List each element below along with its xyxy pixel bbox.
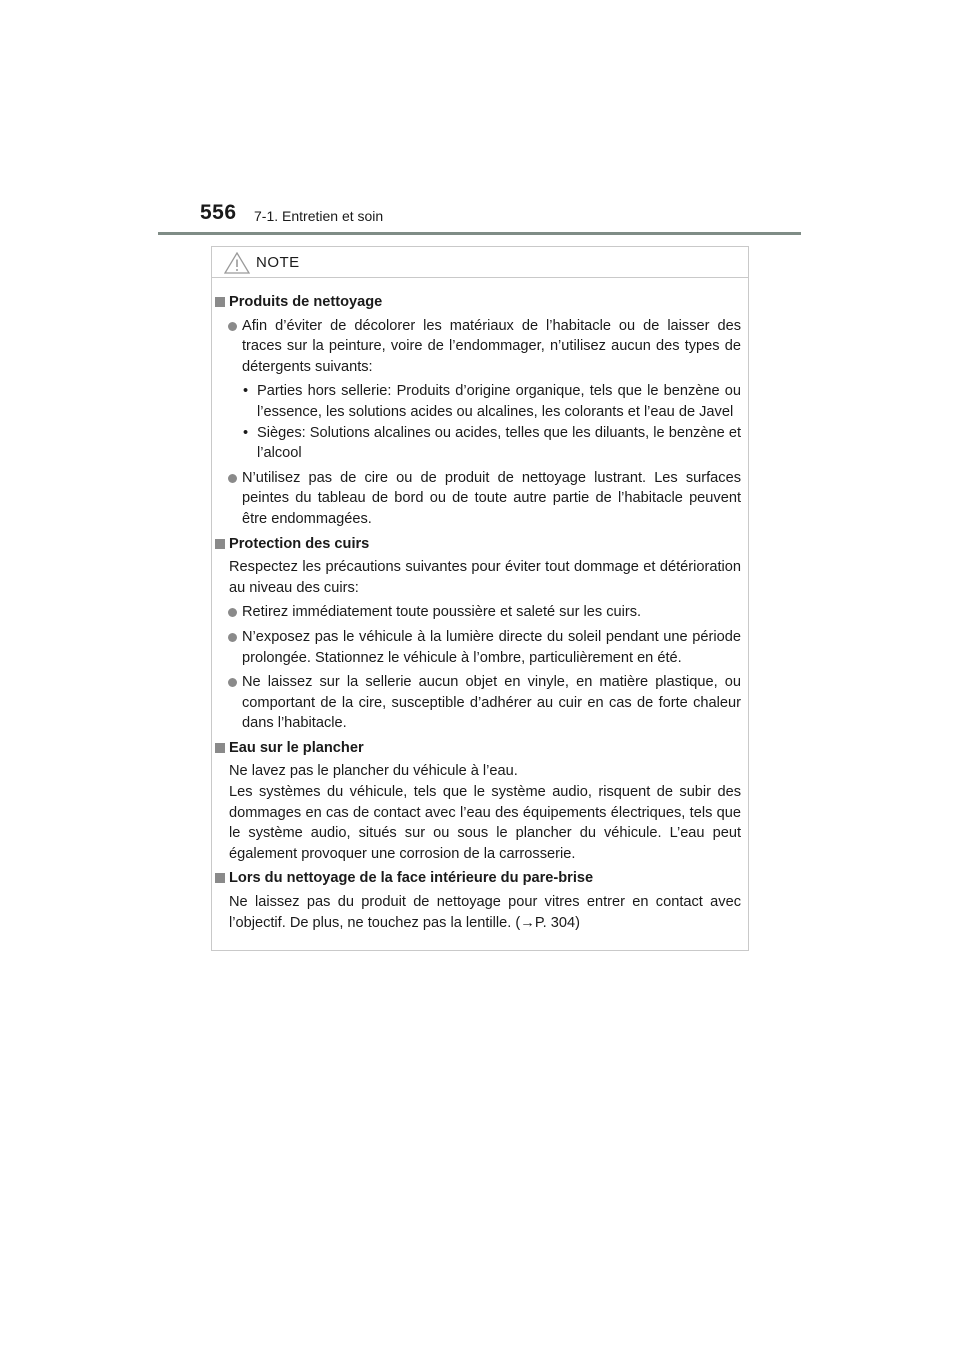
circle-bullet-icon bbox=[228, 633, 237, 642]
note-box bbox=[211, 246, 749, 951]
square-bullet-icon bbox=[215, 539, 225, 549]
section-heading: Protection des cuirs bbox=[212, 534, 748, 555]
paragraph: Ne lavez pas le plancher du véhicule à l’eau. bbox=[229, 763, 518, 780]
square-bullet-icon bbox=[215, 873, 225, 883]
sub-list-item: • Sièges: Solutions alcalines ou acides, telles que les diluants, le benzène et l’alcool bbox=[243, 424, 741, 462]
list-item: Retirez immédiatement toute poussière et saleté sur les cuirs. bbox=[212, 602, 748, 623]
header-rule bbox=[158, 232, 801, 235]
page-number: 556 bbox=[200, 201, 237, 224]
circle-bullet-icon bbox=[228, 678, 237, 687]
section-heading: Eau sur le plancher bbox=[212, 738, 748, 759]
list-item: N’exposez pas le véhicule à la lumière directe du soleil pendant une période prolongée. Stationnez le véhicule à l’ombre, particulièrement en été. bbox=[212, 627, 748, 668]
list-item: Ne laissez sur la sellerie aucun objet en vinyle, en matière plastique, ou comportant de la cire, susceptible d’adhérer au cuir en cas de forte chaleur dans l’habitacle. bbox=[212, 672, 748, 734]
paragraph: Respectez les précautions suivantes pour éviter tout dommage et détérioration au niveau des cuirs: bbox=[229, 559, 741, 596]
square-bullet-icon bbox=[215, 743, 225, 753]
paragraph: Les systèmes du véhicule, tels que le système audio, risquent de subir des dommages en cas de contact avec l’eau des équipements électriques, tels que le système audio, situés sur ou sous le plancher du véhicule. L’eau peut également provoquer une corrosion de la carrosserie. bbox=[229, 784, 741, 862]
page-header bbox=[0, 0, 960, 236]
circle-bullet-icon bbox=[228, 608, 237, 617]
section-title: 7-1. Entretien et soin bbox=[254, 208, 384, 224]
warning-icon bbox=[224, 252, 250, 274]
circle-bullet-icon bbox=[228, 474, 237, 483]
note-title: NOTE bbox=[256, 254, 300, 271]
sub-list-item: • Parties hors sellerie: Produits d’origine organique, tels que le benzène ou l’essence, les solutions acides ou alcalines, les colorants et l’eau de Javel bbox=[243, 383, 741, 420]
list-item: Afin d’éviter de décolorer les matériaux de l’habitacle ou de laisser des traces sur la peinture, voire de l’endommager, n’utilisez aucun des types de détergents suivants: bbox=[212, 316, 748, 378]
note-header bbox=[212, 247, 748, 278]
square-bullet-icon bbox=[215, 297, 225, 307]
section-heading: Produits de nettoyage bbox=[212, 292, 748, 313]
list-item: N’utilisez pas de cire ou de produit de nettoyage lustrant. Les surfaces peintes du tableau de bord ou de toute autre partie de l’habitacle peuvent être endommagées. bbox=[212, 468, 748, 530]
section-heading: Lors du nettoyage de la face intérieure du pare-brise bbox=[212, 868, 748, 889]
circle-bullet-icon bbox=[228, 322, 237, 331]
note-content bbox=[212, 289, 748, 937]
paragraph: Ne laissez pas du produit de nettoyage pour vitres entrer en contact avec l’objectif. De plus, ne touchez pas la lentille. (→P. 304) bbox=[229, 894, 741, 931]
